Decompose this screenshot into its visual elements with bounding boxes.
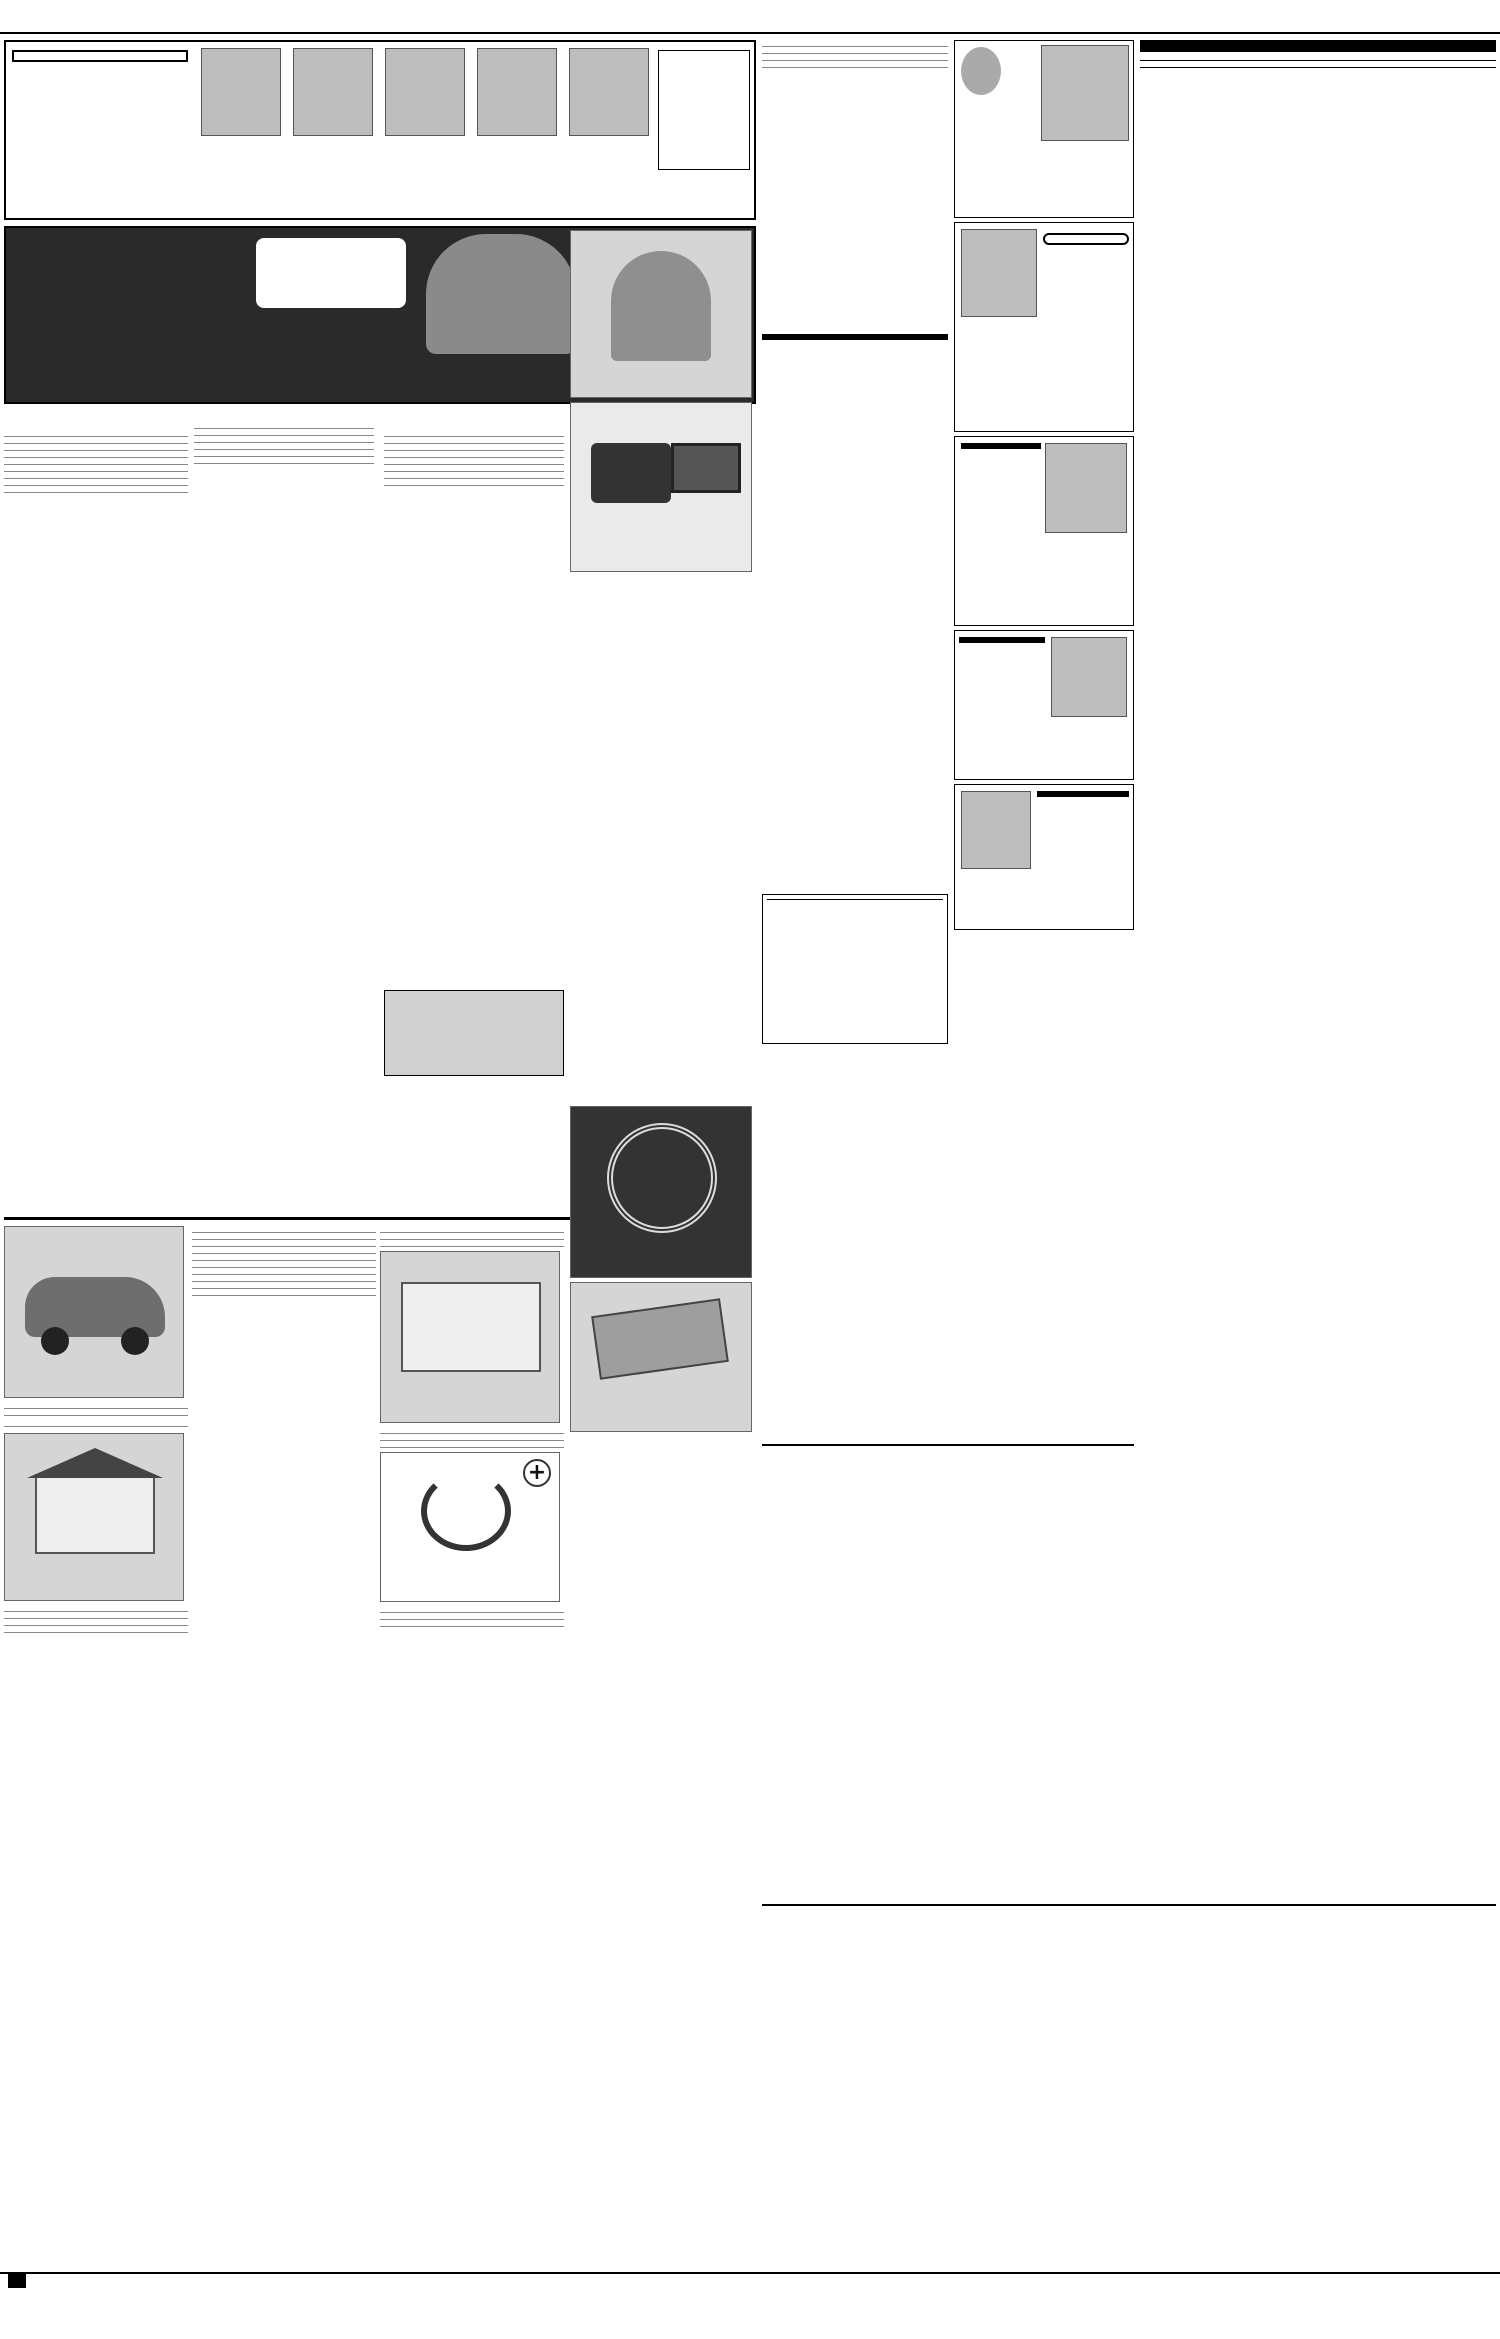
classified-ad	[4, 1605, 188, 1612]
auto-hire-list	[4, 1420, 188, 1427]
classified-ad	[380, 1441, 564, 1448]
rashifal-place	[1140, 56, 1496, 61]
birthday-title	[12, 50, 188, 62]
bride-figure	[426, 234, 576, 354]
to-let-ads-bottom	[380, 1427, 564, 1448]
matrimonial-ad	[384, 479, 564, 486]
auto-sale-list	[4, 1402, 188, 1416]
birthday-photo-card	[290, 48, 376, 140]
doorstep-booking-strip	[0, 2272, 1500, 2338]
astrology-column	[570, 1106, 756, 2268]
news-akash-missile	[762, 1444, 1134, 1794]
health-care-list	[380, 1606, 564, 1627]
classified-banner	[4, 1124, 570, 1220]
news-vigilance-raid	[762, 1904, 1496, 2266]
matrimonial-ad	[194, 436, 374, 443]
classified-ad	[380, 1240, 564, 1247]
matrimonial-ad	[4, 479, 188, 486]
notice-heading	[767, 899, 943, 900]
astrology-image	[570, 1106, 752, 1278]
wish4-photo	[1051, 637, 1127, 717]
classified-ad	[762, 61, 948, 68]
classified-ad	[192, 1268, 376, 1275]
birthday-wish-5	[954, 784, 1134, 930]
matrimonial-column-2	[194, 422, 374, 464]
child-photo	[569, 48, 649, 136]
classified-ad	[4, 1612, 188, 1619]
news-hostel-safety	[762, 1050, 1134, 1440]
birthday-wish-3	[954, 436, 1134, 626]
balloon-icon	[961, 47, 1001, 95]
child-photo	[385, 48, 465, 136]
middle-column-2-top-ads	[762, 40, 948, 68]
classified-ad	[380, 1620, 564, 1627]
wish1-photo	[1041, 45, 1129, 141]
matrimonial-ad	[4, 437, 188, 444]
to-let-ads-top	[380, 1226, 564, 1247]
matrimonial-now-box	[384, 990, 564, 1076]
birthday-wish-2	[954, 222, 1134, 432]
classified-ad	[192, 1289, 376, 1296]
child-photo	[201, 48, 281, 136]
classified-ad	[4, 1420, 188, 1427]
zodiac-wheel-icon	[607, 1123, 717, 1233]
matrimonial-ad	[384, 458, 564, 465]
matrimonial-ad	[4, 444, 188, 451]
matrimonial-ad	[384, 444, 564, 451]
birthday-photo-card	[198, 48, 284, 140]
stethoscope-icon	[421, 1471, 511, 1551]
matrimonial-ad	[194, 422, 374, 429]
classified-ad	[4, 1626, 188, 1633]
matrimonial-ad	[4, 451, 188, 458]
matrimonial-ad	[4, 486, 188, 493]
classified-ad	[762, 47, 948, 54]
puri-label	[20, 2274, 26, 2288]
classified-ad	[4, 1619, 188, 1626]
matrimonial-ad	[194, 443, 374, 450]
wish3-photo	[1045, 443, 1127, 533]
currency-notes-icon	[591, 1298, 729, 1379]
classified-ad	[762, 40, 948, 47]
education-image	[570, 230, 752, 398]
classified-ad	[380, 1427, 564, 1434]
classified-ad	[4, 1409, 188, 1416]
news2-headline	[762, 1444, 1134, 1452]
readers-notice	[762, 894, 948, 1044]
middle-column-1	[570, 226, 756, 1106]
classified-ad	[192, 1275, 376, 1282]
birthday-photo-card	[566, 48, 652, 140]
classified-ad	[762, 54, 948, 61]
affidavit-heading	[762, 334, 948, 340]
classified-ad	[192, 1240, 376, 1247]
matrimonial-ad	[4, 430, 188, 437]
matrimonial-ad	[194, 429, 374, 436]
matrimonial-column-1	[4, 430, 188, 493]
classified-ad	[192, 1233, 376, 1240]
classified-ad	[192, 1261, 376, 1268]
classified-ad	[380, 1613, 564, 1620]
wish5-photo	[961, 791, 1031, 869]
real-estate-list	[4, 1605, 188, 1633]
birthday-wishes-right	[954, 40, 1134, 930]
matrimonial-ad	[384, 472, 564, 479]
classified-ad	[380, 1233, 564, 1240]
wish5-title	[1037, 791, 1129, 797]
rashifal-section	[1140, 40, 1496, 1900]
photo-size-box	[658, 50, 750, 170]
classified-ad	[380, 1226, 564, 1233]
birthday-photo-card	[382, 48, 468, 140]
wish4-title	[959, 637, 1045, 643]
wish3-title	[961, 443, 1041, 449]
matrimonial-ad	[4, 458, 188, 465]
health-care-image	[380, 1452, 560, 1602]
plus-icon: +	[523, 1459, 551, 1487]
real-estate-image	[4, 1433, 184, 1601]
page-header	[0, 0, 1500, 34]
wish2-photo	[961, 229, 1037, 317]
matrimonial-ad	[384, 430, 564, 437]
to-let-image	[380, 1251, 560, 1423]
matrimonial-column-3	[384, 430, 564, 486]
wish2-title	[1043, 233, 1129, 245]
birthday-photo-card	[474, 48, 560, 140]
panjika-text	[1140, 67, 1496, 72]
classified-ad	[192, 1247, 376, 1254]
rashifal-title	[1140, 40, 1496, 52]
matrimonial-ad	[4, 472, 188, 479]
middle-column-2	[762, 330, 948, 890]
first-birthday-wish	[954, 40, 1134, 218]
child-photo	[477, 48, 557, 136]
matrimonial-ad	[384, 465, 564, 472]
matrimonial-ad	[4, 465, 188, 472]
loan-image	[570, 1282, 752, 1432]
dharitri-logo	[256, 238, 406, 308]
birthday-wishes-top	[4, 40, 756, 220]
classified-column-c	[380, 1226, 564, 2268]
news3-headline	[762, 1906, 1496, 1918]
birthday-wish-4	[954, 630, 1134, 780]
business-image	[570, 402, 752, 572]
automobile-image	[4, 1226, 184, 1398]
classified-ad	[4, 1402, 188, 1409]
briefcase-icon	[591, 443, 671, 503]
classified-ad	[192, 1226, 376, 1233]
classified-ad	[192, 1282, 376, 1289]
classified-ad	[380, 1434, 564, 1441]
classified-ad	[192, 1254, 376, 1261]
classified-column-a	[4, 1226, 188, 2268]
child-photo	[293, 48, 373, 136]
classified-column-b	[192, 1226, 376, 2268]
matrimonial-ad	[194, 457, 374, 464]
laptop-icon	[671, 443, 741, 493]
matrimonial-ad	[384, 437, 564, 444]
classified-ad	[380, 1606, 564, 1613]
birthday-photos	[198, 48, 658, 176]
matrimonial-ad	[384, 451, 564, 458]
matrimonial-ad	[194, 450, 374, 457]
